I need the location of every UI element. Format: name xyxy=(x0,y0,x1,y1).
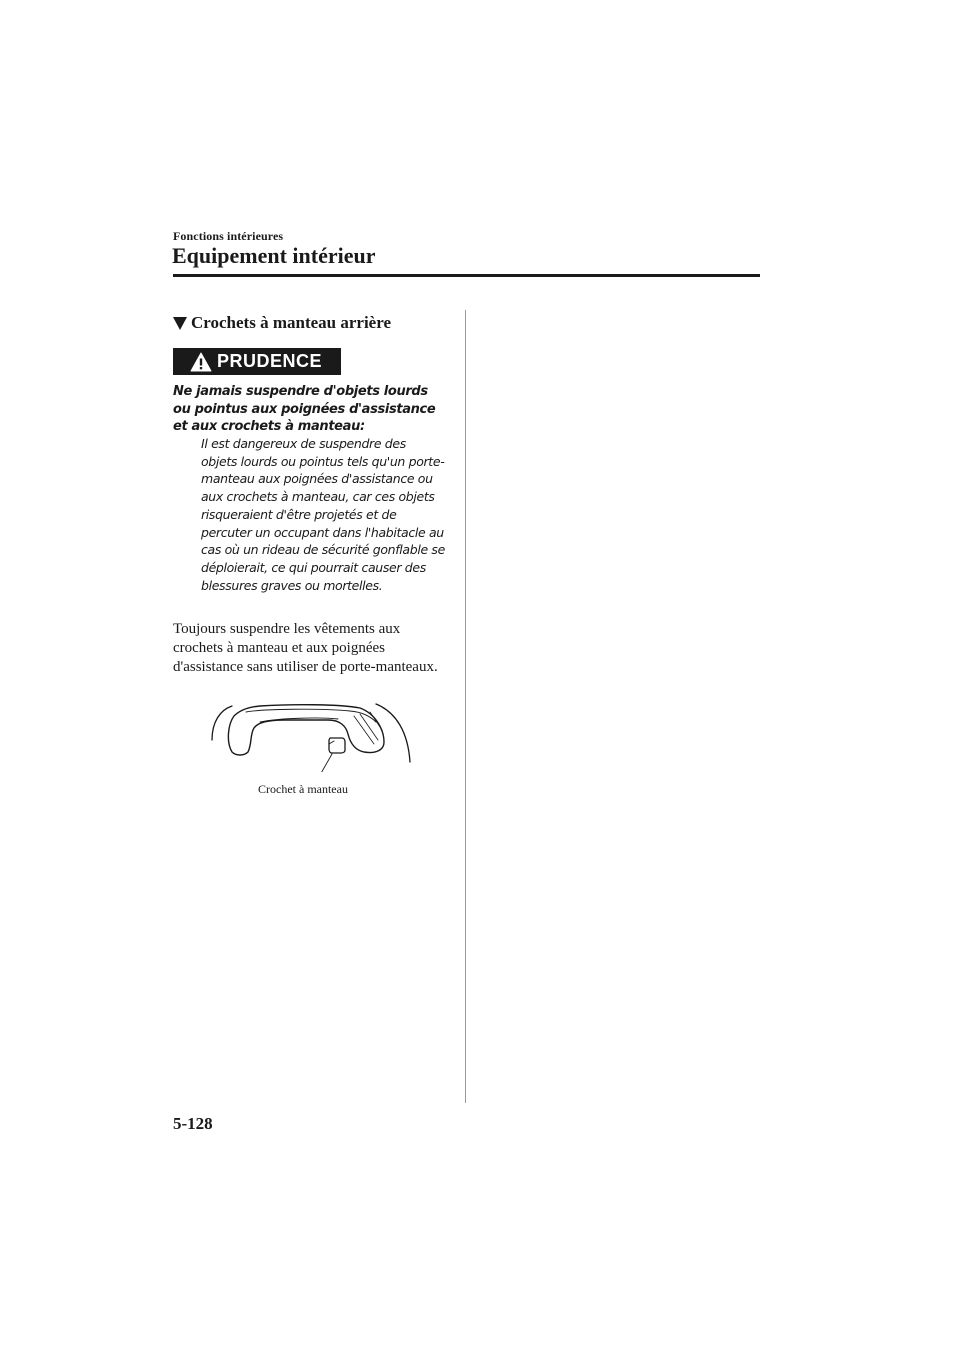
figure-callout-label: Crochet à manteau xyxy=(258,782,348,796)
coat-hook-illustration xyxy=(200,692,420,772)
subsection-heading xyxy=(173,312,391,334)
page-number: 5-128 xyxy=(173,1114,213,1133)
triangle-bullet-icon xyxy=(173,317,187,330)
instruction-paragraph: Toujours suspendre les vêtements aux crochets à manteau et aux poignées d'assistance sans utiliser de porte-manteaux. xyxy=(173,621,438,675)
caution-banner xyxy=(173,348,341,375)
caution-label: PRUDENCE xyxy=(216,351,322,371)
page-title: Equipement intérieur xyxy=(172,243,376,268)
warning-heading: Ne jamais suspendre d'objets lourds ou pointus aux poignées d'assistance et aux crochets à manteau: xyxy=(173,384,436,434)
warning-body: Il est dangereux de suspendre des objets lourds ou pointus tels qu'un porte-manteau aux poignées d'assistance ou aux crochets à manteau, car ces objets risqueraient d'être projetés et de percuter un occupant dans l'habitacle au cas où un rideau de sécurité gonflable se déploierait, ce qui pourrait causer des blessures graves ou mortelles. xyxy=(201,436,445,593)
section-name: Fonctions intérieures xyxy=(173,229,284,243)
warning-triangle-icon xyxy=(190,352,212,372)
header-divider xyxy=(173,274,760,277)
subsection-title: Crochets à manteau arrière xyxy=(191,313,392,332)
column-divider xyxy=(465,310,466,1103)
